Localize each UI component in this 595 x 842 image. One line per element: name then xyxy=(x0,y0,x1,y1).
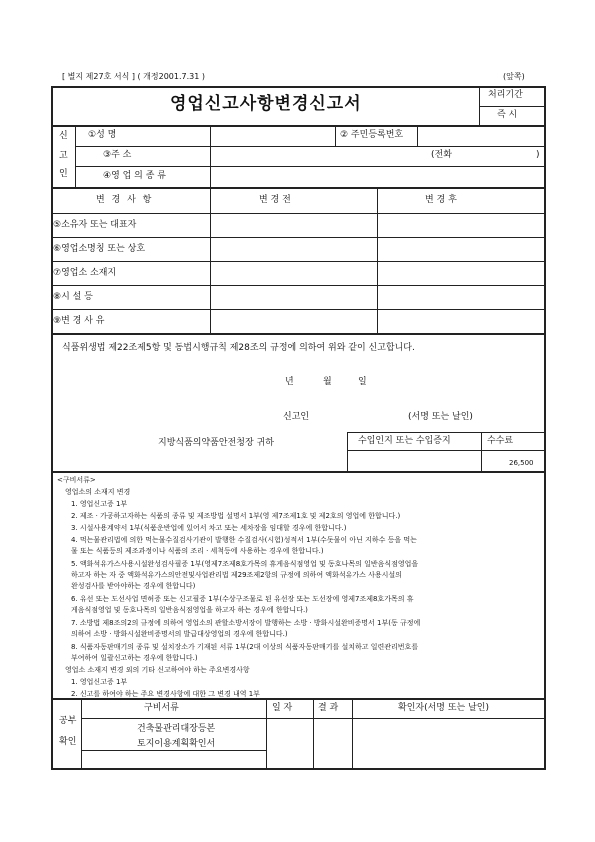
col-verify-confirmer: 확인자(서명 또는 날인) xyxy=(398,703,489,713)
doc-line: 3. 시설사용계약서 1부(식품운반업에 있어서 차고 또는 세차장을 임대할 경우에 한합니다.) xyxy=(71,524,347,532)
name-field[interactable] xyxy=(212,128,333,144)
doc-line: 부여하여 일괄신고하는 경우에 한합니다.) xyxy=(71,654,198,662)
change-row-facility: ⑧시 설 등 xyxy=(53,292,93,302)
doc-line: 영업소의 소재지 변경 xyxy=(65,488,131,496)
phone-label: (전화 xyxy=(431,150,452,160)
form-title: 영업신고사항변경신고서 xyxy=(170,94,362,114)
after-owner-field[interactable] xyxy=(379,215,543,235)
applicant-label-3: 인 xyxy=(59,169,68,179)
verify-confirmer-field[interactable] xyxy=(354,720,543,767)
change-row-reason: ⑨변 경 사 유 xyxy=(53,316,105,326)
address-label: ③주 소 xyxy=(103,150,132,160)
after-location-field[interactable] xyxy=(379,263,543,283)
col-verify-docs: 구비서류 xyxy=(144,703,179,713)
doc-line: 완성검사를 받아야하는 경우에 한합니다) xyxy=(71,582,196,590)
before-location-field[interactable] xyxy=(212,263,375,283)
declaration-statement: 식품위생법 제22조제5항 및 동법시행규칙 제28조의 규정에 의하여 위와 같이 신고합니다. xyxy=(62,343,415,353)
date-day-label: 일 xyxy=(358,377,367,387)
doc-line: 4. 먹는물관리법에 의한 먹는물수질검사기관이 발행한 수질검사(시험)성적서 1부(수돗물이 아닌 지하수 등을 먹는 xyxy=(71,536,417,544)
stamp-area[interactable] xyxy=(349,452,479,470)
declarant-label: 신고인 xyxy=(283,412,310,422)
applicant-label-2: 고 xyxy=(59,151,68,161)
verification-label-1: 공부 xyxy=(59,716,77,726)
signature-label: (서명 또는 날인) xyxy=(408,412,473,422)
col-verify-date: 일 자 xyxy=(272,703,293,713)
doc-line: 7. 소방법 제8조의2의 규정에 의하여 영업소의 관할소방서장이 발행하는 소방 · 방화시설완비증명서 1부(동 규정에 xyxy=(71,619,421,627)
change-row-name: ⑥영업소명칭 또는 상호 xyxy=(53,244,146,254)
doc-line: 1. 영업신고증 1부 xyxy=(71,678,128,686)
fee-value: 26,500 xyxy=(509,459,534,467)
address-field[interactable] xyxy=(212,148,422,164)
after-facility-field[interactable] xyxy=(379,287,543,307)
applicant-label-1: 신 xyxy=(59,131,68,141)
date-month-label: 월 xyxy=(323,377,332,387)
documents-heading: <구비서류> xyxy=(57,476,96,484)
doc-line: 6. 유선 또는 도선사업 면허증 또는 신고필증 1부(수상구조물로 된 유선장 또는 도선장에 영제7조제8호가목의 휴 xyxy=(71,595,414,603)
col-after: 변 경 후 xyxy=(425,195,457,205)
recipient: 지방식품의약품안전청장 귀하 xyxy=(158,438,274,448)
before-owner-field[interactable] xyxy=(212,215,375,235)
doc-line: 의하여 소방 · 방화시설완비증명서의 발급대상영업의 경우에 한합니다.) xyxy=(71,630,288,638)
phone-field[interactable] xyxy=(462,148,534,164)
processing-period-label: 처리기간 xyxy=(488,90,523,100)
processing-period-value: 즉 시 xyxy=(497,110,518,120)
business-type-label: ④영 업 의 종 류 xyxy=(103,171,166,181)
page-side-label: (앞쪽) xyxy=(503,72,525,81)
before-facility-field[interactable] xyxy=(212,287,375,307)
doc-line: 게음식점영업 및 동호나목의 일반음식점영업을 하고자 하는 경우에 한합니다.) xyxy=(71,606,308,614)
verify-result-field[interactable] xyxy=(315,720,350,767)
verify-doc-building-register: 건축물관리대장등본 xyxy=(137,724,216,734)
doc-line: 8. 식품자동판매기의 종류 및 설치장소가 기재된 서류 1부(2대 이상의 식품자동판매기를 설치하고 일련관리번호를 xyxy=(71,643,419,651)
stamp-label: 수입인지 또는 수입증지 xyxy=(358,436,451,446)
col-before: 변 경 전 xyxy=(259,195,291,205)
form-number: [ 별지 제27호 서식 ] ( 개정2001.7.31 ) xyxy=(62,72,206,81)
doc-line: 물 또는 식품등의 제조과정이나 식품의 조리 · 세척등에 사용하는 경우에 한합니다.) xyxy=(71,547,324,555)
before-name-field[interactable] xyxy=(212,239,375,259)
name-label: ①성 명 xyxy=(88,130,117,140)
verification-label-2: 확인 xyxy=(59,737,77,747)
phone-close: ) xyxy=(536,150,540,160)
verify-date-field[interactable] xyxy=(268,720,311,767)
change-row-owner: ⑤소유자 또는 대표자 xyxy=(53,220,137,230)
doc-line: 2. 제조 · 가공하고자하는 식품의 종류 및 제조방법 설명서 1부(영 제7조제1호 및 제2호의 영업에 한합니다.) xyxy=(71,512,401,520)
rrn-field[interactable] xyxy=(419,128,543,144)
after-name-field[interactable] xyxy=(379,239,543,259)
fee-label: 수수료 xyxy=(487,436,514,446)
change-reason-field[interactable] xyxy=(212,311,543,331)
doc-line: 5. 액화석유가스사용시설완성검사필증 1부(영제7조제8호가목의 휴게음식점영업 및 동호나목의 일반음식점영업을 xyxy=(71,560,419,568)
col-verify-result: 결 과 xyxy=(318,703,339,713)
doc-line: 1. 영업신고증 1부 xyxy=(71,500,128,508)
business-type-field[interactable] xyxy=(212,168,543,185)
change-row-location: ⑦영업소 소재지 xyxy=(53,268,117,278)
doc-line: 2. 신고를 하여야 하는 주요 변경사항에 대한 그 변경 내역 1부 xyxy=(71,690,260,698)
col-change-item: 변 경 사 항 xyxy=(96,195,154,205)
doc-line: 영업소 소재지 변경 외의 기타 신고하여야 하는 주요변경사항 xyxy=(65,666,250,674)
date-year-label: 년 xyxy=(285,377,294,387)
rrn-label: ② 주민등록번호 xyxy=(340,130,404,140)
verify-doc-land-use-plan: 토지이용계획확인서 xyxy=(137,739,216,749)
doc-line: 하고자 하는 자 중 액화석유가스의안전및사업관리법 제29조제2항의 규정에 의하여 액화석유가스 사용시설의 xyxy=(71,571,402,579)
